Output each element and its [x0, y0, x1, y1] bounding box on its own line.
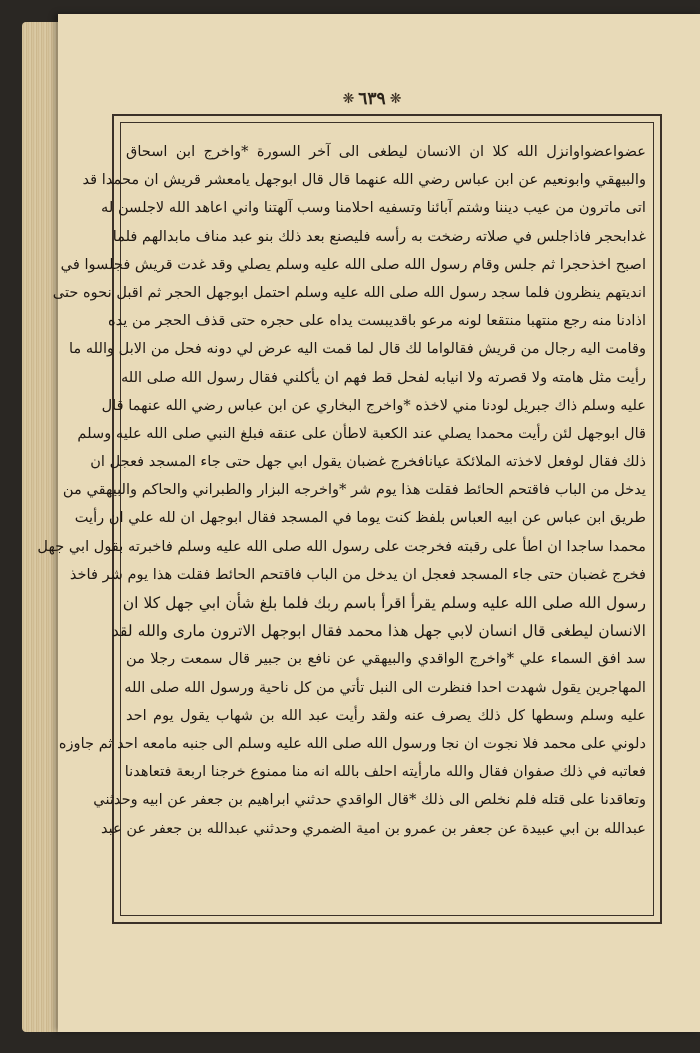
- text-line: اصبح اخذحجرا ثم جلس وقام رسول الله صلى الله عليه وسلم يصلي وقد غدت قريش فجلسوا في: [60, 255, 646, 273]
- text-line: الانسان ليطغى قال انسان لابي جهل هذا محمد فقال ابوجهل الاترون مارى والله لقد: [111, 622, 646, 641]
- text-line: وتعاقدنا على قتله فلم نخلص الى ذلك *قال الواقدي حدثني ابراهيم بن جعفر عن ابيه وحدثني: [93, 791, 646, 809]
- text-line: عليه وسلم ذاك جبريل لودنا مني لاخذه *واخرج البخاري عن ابن عباس رضي الله عنهما قال: [101, 396, 646, 414]
- text-line: وقامت اليه رجال من قريش فقالواما لك قال لما قمت اليه عرض لي دونه فحل من الابل والله ما: [68, 340, 646, 358]
- text-line: رأيت مثل هامته ولا قصرته ولا انيابه لفحل قط فهم ان يأكلني فقال رسول الله صلى الله: [120, 368, 646, 386]
- ornament-icon: ❋: [389, 91, 402, 107]
- text-line: دلوني على محمد فلا نجوت ان نجا ورسول الله صلى الله عليه وسلم الى جنبه مامعه احد ثم جاوزه: [58, 734, 646, 752]
- text-line: المهاجرين يقول شهدت احدا فنظرت الى النبل تأتي من كل ناحية ورسول الله صلى الله: [124, 678, 646, 696]
- text-line: عبدالله بن ابي عبيدة عن جعفر بن عمرو بن امية الضمري وحدثني عبدالله بن جعفر عن عبد: [100, 819, 646, 837]
- text-line: فعاتبه في ذلك صفوان فقال والله مارأيته احلف بالله انه منا ممنوع خرجنا اربعة فتعاهدنا: [124, 763, 646, 781]
- text-line: عليه وسلم وسطها كل ذلك يصرف عنه ولقد رأيت عبد الله بن شهاب يقول يوم احد: [126, 706, 646, 724]
- text-line: سد افق السماء علي *واخرج الواقدي والبيهقي عن نافع بن جبير قال سمعت رجلا من: [126, 650, 646, 668]
- text-line: اتى ماترون من عيب ديننا وشتم آبائنا وتسفيه احلامنا وسب آلهتنا واني اعاهد الله لاجلسن له: [101, 199, 646, 217]
- text-body: [37, 138, 646, 918]
- ornament-icon: ❋: [342, 91, 355, 107]
- text-line: فخرج غضبان حتى جاء المسجد فعجل ان يدخل من الباب فاقتحم الحائط فقلت هذا يوم شر فاخذ: [69, 565, 646, 583]
- page-number: ٦٣٩: [358, 89, 386, 109]
- page-number-header: [322, 86, 422, 112]
- text-line: ذلك فقال لوفعل لاخذته الملائكة عيانافخرج غضبان يقول ابي جهل حتى جاء المسجد فعجل ان: [90, 453, 646, 471]
- text-line: عضواعضواوانزل الله كلا ان الانسان ليطغى الى آخر السورة *واخرج ابن اسحاق: [126, 143, 646, 160]
- text-line: رسول الله صلى الله عليه وسلم يقرأ اقرأ باسم ربك فلما بلغ شأن ابي جهل كلا ان: [122, 594, 646, 612]
- text-line: محمدا ساجدا ان اطأ على رقبته فخرجت على رسول الله صلى الله عليه وسلم فاخبرته بقول ابي جهل: [37, 537, 646, 555]
- text-line: طريق ابن عباس عن ابيه العباس بلفظ كنت يوما في المسجد فقال ابوجهل ان لله علي ان رأيت: [74, 509, 646, 527]
- text-line: والبيهقي وابونعيم عن ابن عباس رضي الله عنهما قال قال ابوجهل يامعشر قريش ان محمدا قد: [82, 171, 646, 189]
- text-line: انديتهم ينظرون فلما سجد رسول الله صلى الله عليه وسلم احتمل ابوجهل الحجر ثم اقبل نحوه حتى: [52, 283, 646, 301]
- text-line: اذادنا منه رجع منتهبا منتقعا لونه مرعو باقديبست يداه على حجره حتى قذف الحجر من يده: [107, 312, 646, 330]
- text-line: غدابحجر فاذاجلس في صلاته رضخت به رأسه فليصنع بعد ذلك بنو عبد مناف مابدالهم فلما: [112, 227, 646, 245]
- text-line: يدخل من الباب فاقتحم الحائط فقلت هذا يوم شر *واخرجه البزار والطبراني والحاكم والبيهقي من: [62, 481, 646, 499]
- text-line: قال ابوجهل لئن رأيت محمدا يصلي عند الكعبة لاطأن على عنقه فبلغ النبي صلى الله عليه وسلم: [77, 424, 646, 442]
